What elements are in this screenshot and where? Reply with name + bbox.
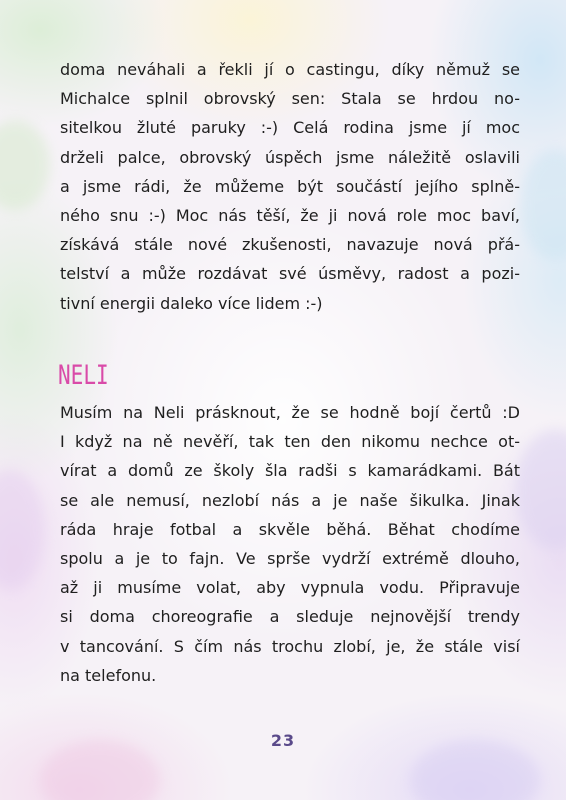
text-line: na telefonu.: [60, 665, 157, 685]
text-line: vírat a domů ze školy šla radši s kamarádkami. Bát: [60, 461, 520, 481]
text-line: spolu a je to fajn. Ve sprše vydrží extrémě dlouho,: [60, 549, 520, 569]
paint-splash-decoration: [515, 430, 566, 550]
text-line: získává stále nové zkušenosti, navazuje nová přá-: [60, 235, 520, 255]
paint-splash-decoration: [0, 470, 45, 590]
text-line: se ale nemusí, nezlobí nás a je naše šikulka. Jinak: [60, 490, 520, 510]
paint-splash-decoration: [520, 150, 566, 260]
text-line: si doma choreografie a sleduje nejnovější trendy: [60, 607, 520, 627]
paint-splash-decoration: [0, 120, 50, 210]
text-line: I když na ně nevěří, tak ten den nikomu nechce ot-: [60, 432, 520, 452]
text-line: drželi palce, obrovský úspěch jsme náležitě oslavili: [60, 147, 520, 167]
text-line: Michalce splnil obrovský sen: Stala se hrdou no-: [60, 89, 520, 109]
text-line: doma neváhali a řekli jí o castingu, díky němuž se: [60, 60, 520, 79]
text-line: až ji musíme volat, aby vypnula vodu. Připravuje: [60, 578, 520, 598]
section-heading-neli: NELI: [58, 360, 109, 391]
text-line: v tancování. S čím nás trochu zlobí, je, že stále visí: [60, 636, 520, 656]
text-line: tivní energii daleko více lidem :-): [60, 293, 323, 313]
text-line: telství a může rozdávat své úsměvy, radost a pozi-: [60, 264, 520, 284]
text-line: Musím na Neli prásknout, že se hodně bojí čertů :D: [60, 403, 520, 422]
intro-paragraph: [60, 55, 520, 318]
text-line: sitelkou žluté paruky :-) Celá rodina jsme jí moc: [60, 118, 520, 138]
text-line: ného snu :-) Moc nás těší, že ji nová role moc baví,: [60, 206, 520, 226]
text-line: a jsme rádi, že můžeme být součástí jejího splně-: [60, 176, 520, 196]
page-number: 23: [270, 731, 296, 750]
text-line: ráda hraje fotbal a skvěle běhá. Běhat chodíme: [60, 519, 520, 539]
neli-paragraph: [60, 398, 520, 690]
